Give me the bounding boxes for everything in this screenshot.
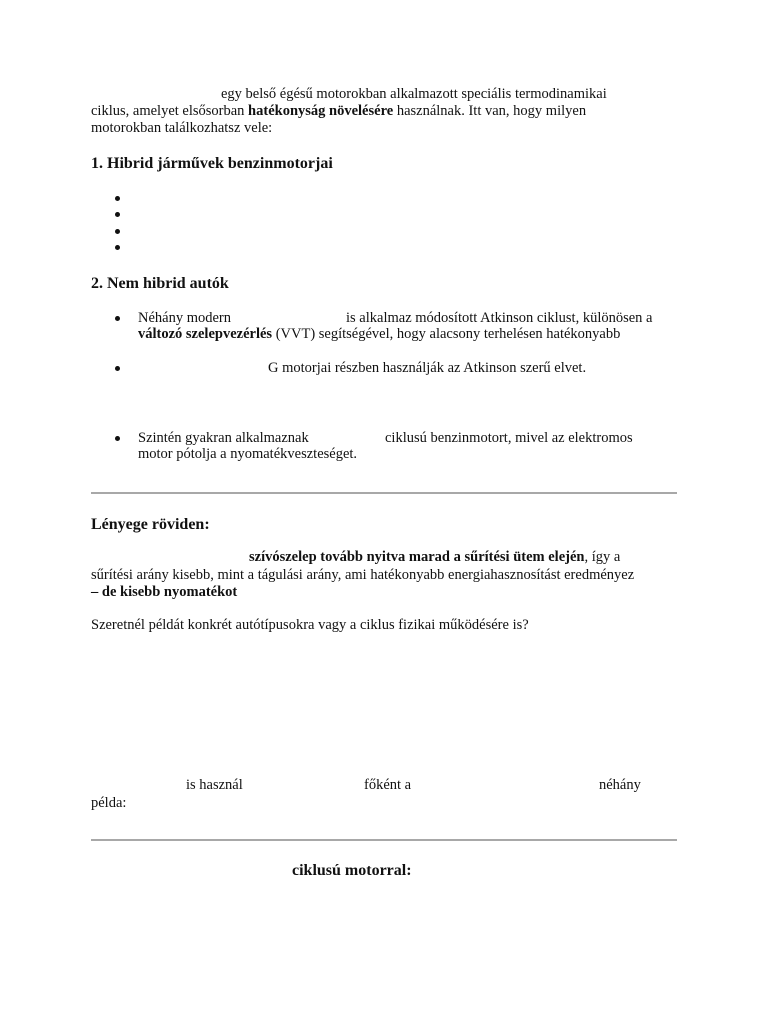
s2-item3-b: ciklusú benzinmotort, mivel az elektromos	[385, 430, 633, 446]
fragment-a: is használ	[186, 777, 243, 793]
s2-item1-c-rest: (VVT) segítségével, hogy alacsony terhelésen hatékonyabb	[272, 326, 621, 342]
fragment-d: példa:	[91, 795, 127, 811]
summary-heading: Lényege röviden:	[91, 516, 210, 533]
section-1-bullet	[115, 212, 120, 217]
section-1-bullet	[115, 196, 120, 201]
fragment-c: néhány	[599, 777, 641, 793]
fragment-b: főként a	[364, 777, 412, 793]
summary-line-1-rest: , így a	[584, 549, 621, 565]
intro-line-2a: ciklus, amelyet elsősorban	[91, 103, 249, 119]
intro-line-1: egy belső égésű motorokban alkalmazott speciális termodinamikai	[221, 86, 607, 102]
summary-line-1	[249, 549, 620, 566]
summary-emphasis: szívószelep tovább nyitva marad a sűrítési ütem elején	[249, 549, 585, 565]
s2-item1-c	[138, 326, 620, 343]
s2-item1-a: Néhány modern	[138, 310, 232, 326]
section-2-bullet	[115, 316, 120, 321]
bottom-heading: ciklusú motorral:	[292, 862, 412, 879]
divider	[91, 839, 677, 841]
summary-line-2: sűrítési arány kisebb, mint a tágulási arány, ami hatékonyabb energiahasznosítást eredményez	[91, 567, 635, 583]
s2-item1-b: is alkalmaz módosított Atkinson ciklust, különösen a	[346, 310, 653, 326]
intro-line-2	[91, 103, 586, 120]
s2-item3-a: Szintén gyakran alkalmaznak	[138, 430, 309, 446]
summary-line-3: – de kisebb nyomatékot	[91, 584, 238, 600]
section-1-bullet	[115, 229, 120, 234]
section-1-bullet	[115, 245, 120, 250]
section-2-heading: 2. Nem hibrid autók	[91, 275, 229, 292]
summary-question: Szeretnél példát konkrét autótípusokra vagy a ciklus fizikai működésére is?	[91, 617, 529, 633]
vvt-emphasis: változó szelepvezérlés	[138, 326, 273, 342]
divider	[91, 492, 677, 494]
s2-item2-a: G motorjai részben használják az Atkinson szerű elvet.	[268, 360, 587, 376]
section-2-bullet	[115, 366, 120, 371]
intro-emphasis: hatékonyság növelésére	[248, 103, 394, 119]
intro-line-2c: használnak. Itt van, hogy milyen	[393, 103, 587, 119]
s2-item3-c: motor pótolja a nyomatékveszteséget.	[138, 446, 358, 462]
section-1-heading: 1. Hibrid járművek benzinmotorjai	[91, 155, 333, 172]
section-2-bullet	[115, 436, 120, 441]
intro-line-3: motorokban találkozhatsz vele:	[91, 120, 273, 136]
